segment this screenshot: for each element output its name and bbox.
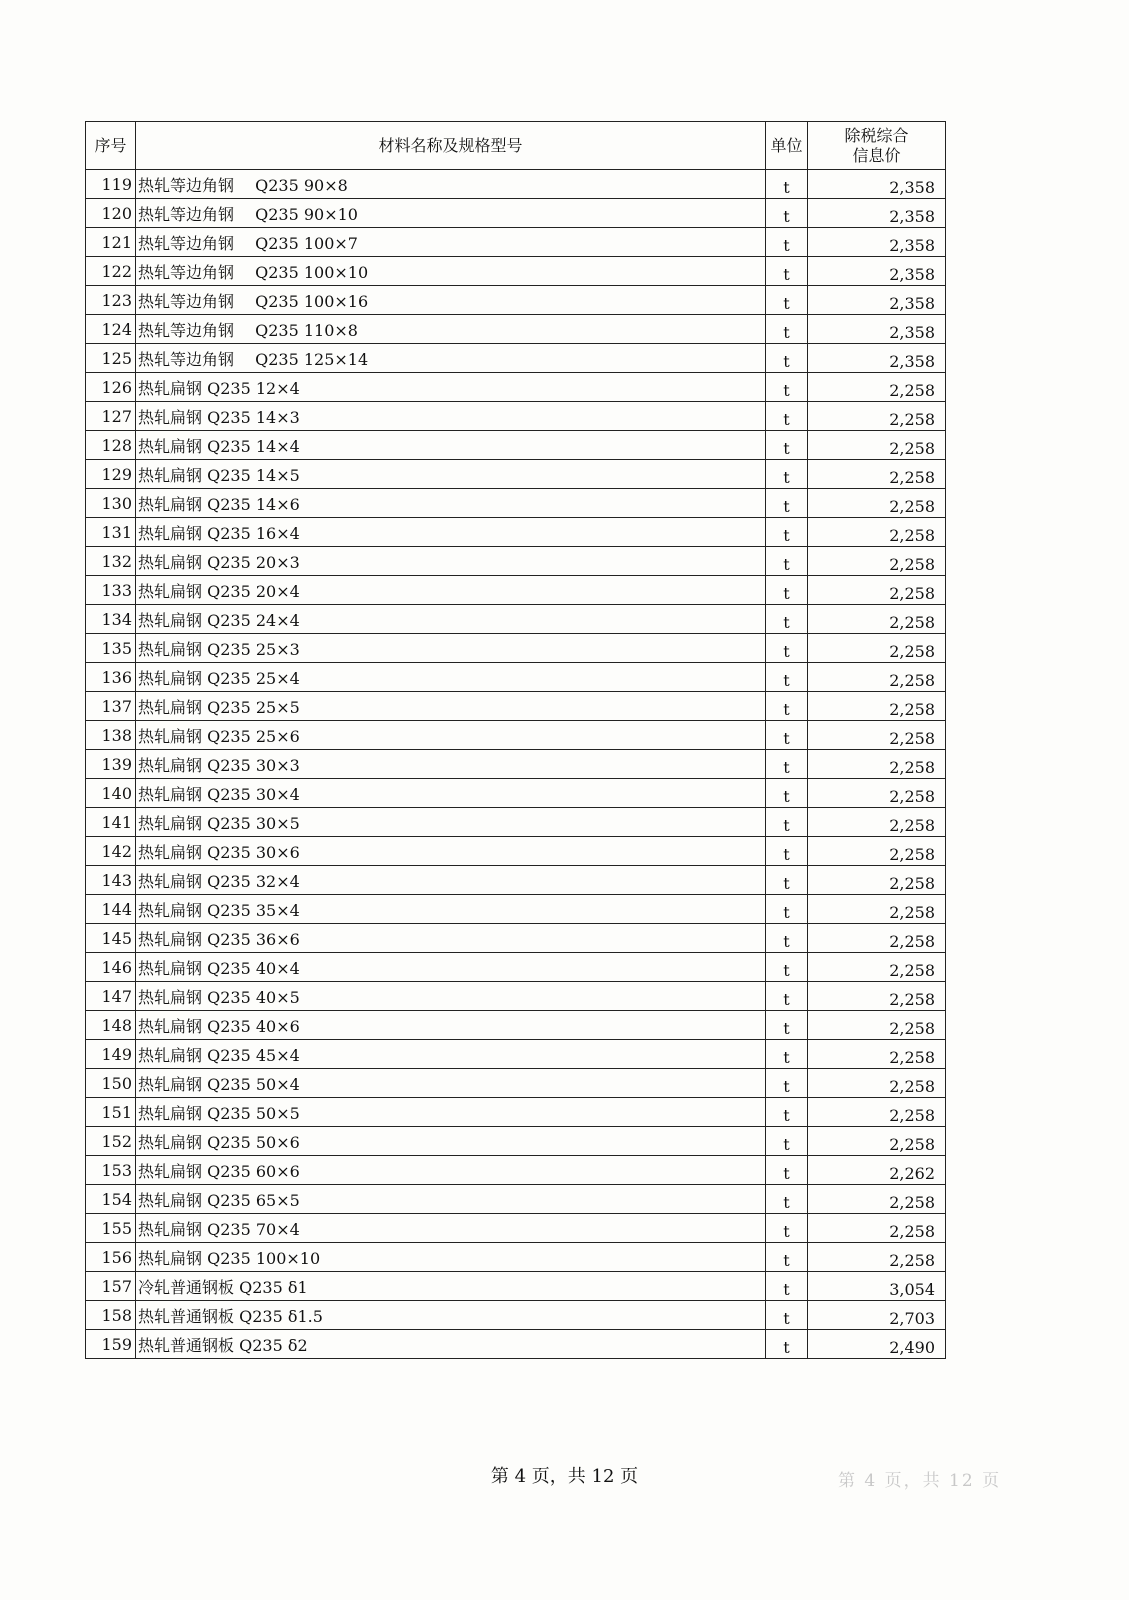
table-row <box>86 576 946 605</box>
unit: t <box>766 344 808 373</box>
material-name: 热轧等边角钢 Q235 125×14 <box>136 344 766 373</box>
row-number: 151 <box>86 1098 136 1127</box>
header-price-line1: 除税综合 <box>844 125 909 145</box>
unit: t <box>766 1185 808 1214</box>
row-number: 119 <box>86 170 136 199</box>
unit: t <box>766 1127 808 1156</box>
material-name: 热轧等边角钢 Q235 90×10 <box>136 199 766 228</box>
unit: t <box>766 837 808 866</box>
unit: t <box>766 1011 808 1040</box>
table-row <box>86 1069 946 1098</box>
price: 2,258 <box>808 1040 946 1069</box>
price: 2,258 <box>808 692 946 721</box>
price: 2,258 <box>808 1069 946 1098</box>
price: 3,054 <box>808 1272 946 1301</box>
price: 2,258 <box>808 1098 946 1127</box>
price: 2,258 <box>808 431 946 460</box>
row-number: 124 <box>86 315 136 344</box>
material-name: 热轧扁钢 Q235 14×6 <box>136 489 766 518</box>
price: 2,258 <box>808 895 946 924</box>
row-number: 147 <box>86 982 136 1011</box>
row-number: 136 <box>86 663 136 692</box>
unit: t <box>766 982 808 1011</box>
unit: t <box>766 1243 808 1272</box>
header-price <box>808 122 946 170</box>
price: 2,258 <box>808 1011 946 1040</box>
price: 2,258 <box>808 489 946 518</box>
table-row <box>86 228 946 257</box>
price: 2,258 <box>808 605 946 634</box>
table-row <box>86 1330 946 1359</box>
material-name: 热轧等边角钢 Q235 100×16 <box>136 286 766 315</box>
row-number: 120 <box>86 199 136 228</box>
unit: t <box>766 257 808 286</box>
price: 2,262 <box>808 1156 946 1185</box>
row-number: 139 <box>86 750 136 779</box>
price: 2,258 <box>808 1127 946 1156</box>
material-name: 热轧扁钢 Q235 50×5 <box>136 1098 766 1127</box>
price-table-container <box>85 121 945 1359</box>
material-name: 热轧扁钢 Q235 60×6 <box>136 1156 766 1185</box>
row-number: 150 <box>86 1069 136 1098</box>
table-row <box>86 373 946 402</box>
material-name: 热轧扁钢 Q235 25×5 <box>136 692 766 721</box>
price: 2,258 <box>808 924 946 953</box>
table-row <box>86 1127 946 1156</box>
row-number: 130 <box>86 489 136 518</box>
row-number: 121 <box>86 228 136 257</box>
unit: t <box>766 1330 808 1359</box>
price: 2,258 <box>808 663 946 692</box>
unit: t <box>766 692 808 721</box>
table-row <box>86 924 946 953</box>
material-name: 热轧扁钢 Q235 20×4 <box>136 576 766 605</box>
unit: t <box>766 779 808 808</box>
price-table <box>85 121 946 1359</box>
unit: t <box>766 1214 808 1243</box>
unit: t <box>766 286 808 315</box>
material-name: 热轧扁钢 Q235 40×5 <box>136 982 766 1011</box>
material-name: 热轧扁钢 Q235 24×4 <box>136 605 766 634</box>
price: 2,258 <box>808 721 946 750</box>
price: 2,490 <box>808 1330 946 1359</box>
price: 2,258 <box>808 866 946 895</box>
table-row <box>86 692 946 721</box>
table-row <box>86 808 946 837</box>
material-name: 热轧等边角钢 Q235 90×8 <box>136 170 766 199</box>
material-name: 热轧等边角钢 Q235 100×7 <box>136 228 766 257</box>
header-price-line2: 信息价 <box>852 145 901 165</box>
unit: t <box>766 373 808 402</box>
table-row <box>86 402 946 431</box>
table-row <box>86 286 946 315</box>
material-name: 热轧扁钢 Q235 25×4 <box>136 663 766 692</box>
price: 2,258 <box>808 750 946 779</box>
material-name: 热轧扁钢 Q235 25×6 <box>136 721 766 750</box>
material-name: 热轧扁钢 Q235 30×5 <box>136 808 766 837</box>
unit: t <box>766 1301 808 1330</box>
unit: t <box>766 489 808 518</box>
row-number: 129 <box>86 460 136 489</box>
price: 2,258 <box>808 837 946 866</box>
unit: t <box>766 228 808 257</box>
table-row <box>86 953 946 982</box>
price: 2,358 <box>808 228 946 257</box>
unit: t <box>766 663 808 692</box>
row-number: 122 <box>86 257 136 286</box>
row-number: 143 <box>86 866 136 895</box>
price: 2,258 <box>808 982 946 1011</box>
row-number: 137 <box>86 692 136 721</box>
table-row <box>86 779 946 808</box>
row-number: 145 <box>86 924 136 953</box>
price: 2,358 <box>808 170 946 199</box>
unit: t <box>766 460 808 489</box>
material-name: 热轧扁钢 Q235 16×4 <box>136 518 766 547</box>
row-number: 146 <box>86 953 136 982</box>
table-row <box>86 866 946 895</box>
table-row <box>86 460 946 489</box>
price: 2,258 <box>808 373 946 402</box>
row-number: 126 <box>86 373 136 402</box>
price: 2,258 <box>808 1243 946 1272</box>
row-number: 141 <box>86 808 136 837</box>
material-name: 热轧等边角钢 Q235 110×8 <box>136 315 766 344</box>
unit: t <box>766 924 808 953</box>
price: 2,258 <box>808 402 946 431</box>
row-number: 128 <box>86 431 136 460</box>
material-name: 热轧等边角钢 Q235 100×10 <box>136 257 766 286</box>
table-row <box>86 837 946 866</box>
price: 2,258 <box>808 1185 946 1214</box>
unit: t <box>766 518 808 547</box>
material-name: 热轧扁钢 Q235 20×3 <box>136 547 766 576</box>
row-number: 154 <box>86 1185 136 1214</box>
table-row <box>86 605 946 634</box>
row-number: 123 <box>86 286 136 315</box>
material-name: 热轧扁钢 Q235 36×6 <box>136 924 766 953</box>
table-row <box>86 1011 946 1040</box>
table-row <box>86 1156 946 1185</box>
table-row <box>86 663 946 692</box>
table-header-row <box>86 122 946 170</box>
table-row <box>86 982 946 1011</box>
material-name: 热轧扁钢 Q235 100×10 <box>136 1243 766 1272</box>
price: 2,258 <box>808 1214 946 1243</box>
table-row <box>86 1243 946 1272</box>
material-name: 热轧普通钢板 Q235 δ2 <box>136 1330 766 1359</box>
material-name: 热轧扁钢 Q235 50×6 <box>136 1127 766 1156</box>
price: 2,258 <box>808 547 946 576</box>
row-number: 142 <box>86 837 136 866</box>
row-number: 158 <box>86 1301 136 1330</box>
material-name: 热轧扁钢 Q235 12×4 <box>136 373 766 402</box>
unit: t <box>766 750 808 779</box>
row-number: 156 <box>86 1243 136 1272</box>
row-number: 152 <box>86 1127 136 1156</box>
unit: t <box>766 431 808 460</box>
table-row <box>86 518 946 547</box>
header-name: 材料名称及规格型号 <box>136 122 766 170</box>
price: 2,258 <box>808 460 946 489</box>
header-unit: 单位 <box>766 122 808 170</box>
unit: t <box>766 895 808 924</box>
material-name: 热轧普通钢板 Q235 δ1.5 <box>136 1301 766 1330</box>
table-row <box>86 1272 946 1301</box>
row-number: 153 <box>86 1156 136 1185</box>
table-row <box>86 634 946 663</box>
unit: t <box>766 808 808 837</box>
table-row <box>86 750 946 779</box>
table-row <box>86 1185 946 1214</box>
price: 2,258 <box>808 953 946 982</box>
unit: t <box>766 1272 808 1301</box>
unit: t <box>766 721 808 750</box>
table-row <box>86 199 946 228</box>
table-row <box>86 489 946 518</box>
material-name: 热轧扁钢 Q235 14×3 <box>136 402 766 431</box>
table-row <box>86 721 946 750</box>
material-name: 热轧扁钢 Q235 35×4 <box>136 895 766 924</box>
material-name: 热轧扁钢 Q235 45×4 <box>136 1040 766 1069</box>
table-row <box>86 431 946 460</box>
row-number: 138 <box>86 721 136 750</box>
row-number: 159 <box>86 1330 136 1359</box>
material-name: 热轧扁钢 Q235 14×5 <box>136 460 766 489</box>
price: 2,358 <box>808 199 946 228</box>
material-name: 热轧扁钢 Q235 30×3 <box>136 750 766 779</box>
row-number: 132 <box>86 547 136 576</box>
price: 2,258 <box>808 518 946 547</box>
price: 2,358 <box>808 257 946 286</box>
material-name: 热轧扁钢 Q235 30×4 <box>136 779 766 808</box>
row-number: 133 <box>86 576 136 605</box>
unit: t <box>766 866 808 895</box>
unit: t <box>766 605 808 634</box>
table-row <box>86 1098 946 1127</box>
material-name: 热轧扁钢 Q235 25×3 <box>136 634 766 663</box>
price: 2,258 <box>808 576 946 605</box>
unit: t <box>766 1098 808 1127</box>
row-number: 134 <box>86 605 136 634</box>
row-number: 157 <box>86 1272 136 1301</box>
row-number: 131 <box>86 518 136 547</box>
price: 2,258 <box>808 634 946 663</box>
unit: t <box>766 1156 808 1185</box>
row-number: 140 <box>86 779 136 808</box>
price: 2,358 <box>808 344 946 373</box>
row-number: 127 <box>86 402 136 431</box>
material-name: 热轧扁钢 Q235 70×4 <box>136 1214 766 1243</box>
unit: t <box>766 634 808 663</box>
table-row <box>86 170 946 199</box>
price: 2,358 <box>808 286 946 315</box>
price: 2,258 <box>808 808 946 837</box>
material-name: 热轧扁钢 Q235 40×6 <box>136 1011 766 1040</box>
material-name: 热轧扁钢 Q235 14×4 <box>136 431 766 460</box>
table-row <box>86 1214 946 1243</box>
table-row <box>86 315 946 344</box>
unit: t <box>766 170 808 199</box>
table-row <box>86 547 946 576</box>
unit: t <box>766 576 808 605</box>
row-number: 149 <box>86 1040 136 1069</box>
unit: t <box>766 315 808 344</box>
row-number: 144 <box>86 895 136 924</box>
material-name: 热轧扁钢 Q235 32×4 <box>136 866 766 895</box>
table-row <box>86 257 946 286</box>
price: 2,258 <box>808 779 946 808</box>
material-name: 冷轧普通钢板 Q235 δ1 <box>136 1272 766 1301</box>
table-row <box>86 344 946 373</box>
price: 2,703 <box>808 1301 946 1330</box>
material-name: 热轧扁钢 Q235 40×4 <box>136 953 766 982</box>
unit: t <box>766 953 808 982</box>
bleed-through-text: 第 4 页，共 12 页 <box>838 1471 1002 1491</box>
table-row <box>86 895 946 924</box>
row-number: 125 <box>86 344 136 373</box>
row-number: 148 <box>86 1011 136 1040</box>
material-name: 热轧扁钢 Q235 30×6 <box>136 837 766 866</box>
table-row <box>86 1040 946 1069</box>
unit: t <box>766 547 808 576</box>
row-number: 135 <box>86 634 136 663</box>
page-footer: 第 4 页，共 12 页 <box>490 1466 639 1487</box>
unit: t <box>766 199 808 228</box>
material-name: 热轧扁钢 Q235 50×4 <box>136 1069 766 1098</box>
table-row <box>86 1301 946 1330</box>
unit: t <box>766 1069 808 1098</box>
unit: t <box>766 402 808 431</box>
unit: t <box>766 1040 808 1069</box>
price: 2,358 <box>808 315 946 344</box>
header-no: 序号 <box>86 122 136 170</box>
row-number: 155 <box>86 1214 136 1243</box>
material-name: 热轧扁钢 Q235 65×5 <box>136 1185 766 1214</box>
